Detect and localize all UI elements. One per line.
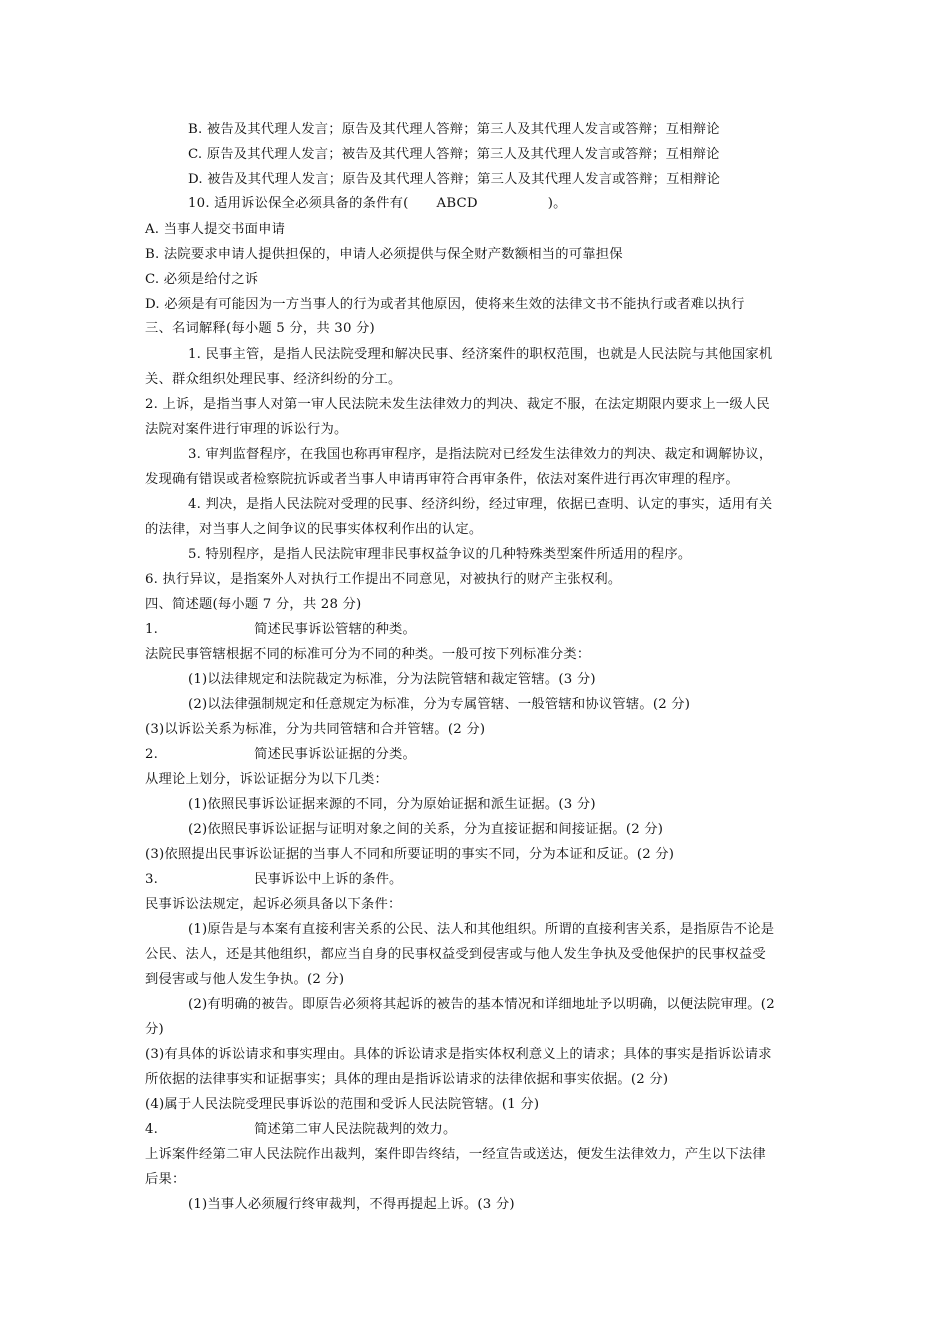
short-answer-3-title: 民事诉讼中上诉的条件。 [254, 872, 403, 887]
answer-3-item-2-line-2: 分) [145, 1022, 164, 1037]
short-answer-2-title: 简述民事诉讼证据的分类。 [254, 747, 417, 762]
term-2-line-1: 2. 上诉，是指当事人对第一审人民法院未发生法律效力的判决、裁定不服，在法定期限内要求上一级人民 [145, 397, 770, 412]
question-10-close: )。 [547, 196, 567, 211]
section-four-heading: 四、简述题(每小题 7 分，共 28 分) [145, 597, 362, 612]
term-6: 6. 执行异议，是指案外人对执行工作提出不同意见，对被执行的财产主张权利。 [145, 572, 622, 587]
answer-3-item-1-line-2: 公民、法人，还是其他组织，都应当自身的民事权益受到侵害或与他人发生争执及受他保护的民事权益受 [145, 947, 766, 962]
answer-2-intro: 从理论上划分，诉讼证据分为以下几类： [145, 772, 388, 787]
question-10 [188, 195, 567, 212]
answer-1-item-2: (2)以法律强制规定和任意规定为标准，分为专属管辖、一般管辖和协议管辖。(2 分) [188, 697, 691, 712]
term-4-line-2: 的法律，对当事人之间争议的民事实体权利作出的认定。 [145, 522, 483, 537]
answer-3-item-1-line-3: 到侵害或与他人发生争执。(2 分) [145, 972, 345, 987]
short-answer-2-number: 2. [145, 747, 159, 762]
term-4-line-1: 4. 判决，是指人民法院对受理的民事、经济纠纷，经过审理，依据已查明、认定的事实，适用有关 [188, 497, 773, 512]
term-5: 5. 特别程序，是指人民法院审理非民事权益争议的几种特殊类型案件所适用的程序。 [188, 547, 692, 562]
short-answer-2-heading [145, 746, 416, 763]
answer-1-intro: 法院民事管辖根据不同的标准可分为不同的种类。一般可按下列标准分类： [145, 647, 591, 662]
term-2-line-2: 法院对案件进行审理的诉讼行为。 [145, 422, 348, 437]
answer-3-item-3-line-2: 所依据的法律事实和证据事实；具体的理由是指诉讼请求的法律依据和事实依据。(2 分) [145, 1072, 669, 1087]
short-answer-3-number: 3. [145, 872, 159, 887]
answer-3-item-3-line-1: (3)有具体的诉讼请求和事实理由。具体的诉讼请求是指实体权利意义上的请求；具体的事实是指诉讼请求 [145, 1047, 772, 1062]
option-d-debate-order: D. 被告及其代理人发言；原告及其代理人答辩；第三人及其代理人发言或答辩；互相辩论 [188, 172, 721, 187]
answer-3-item-2-line-1: (2)有明确的被告。即原告必须将其起诉的被告的基本情况和详细地址予以明确，以便法院审理。(2 [188, 997, 775, 1012]
answer-4-intro-line-2: 后果： [145, 1172, 186, 1187]
short-answer-1-title: 简述民事诉讼管辖的种类。 [254, 622, 417, 637]
short-answer-1-heading [145, 621, 416, 638]
short-answer-3-heading [145, 871, 403, 888]
q10-option-c: C. 必须是给付之诉 [145, 272, 259, 287]
question-10-answer: ABCD [436, 196, 478, 211]
answer-1-item-1: (1)以法律规定和法院裁定为标准，分为法院管辖和裁定管辖。(3 分) [188, 672, 596, 687]
q10-option-a: A. 当事人提交书面申请 [145, 222, 286, 237]
answer-2-item-3: (3)依照提出民事诉讼证据的当事人不同和所要证明的事实不同，分为本证和反证。(2 分) [145, 847, 675, 862]
term-1-line-2: 关、群众组织处理民事、经济纠纷的分工。 [145, 372, 402, 387]
term-3-line-1: 3. 审判监督程序，在我国也称再审程序，是指法院对已经发生法律效力的判决、裁定和调解协议， [188, 447, 773, 462]
answer-4-intro-line-1: 上诉案件经第二审人民法院作出裁判，案件即告终结，一经宣告或送达，便发生法律效力，产生以下法律 [145, 1147, 766, 1162]
term-1-line-1: 1. 民事主管，是指人民法院受理和解决民事、经济案件的职权范围，也就是人民法院与其他国家机 [188, 347, 773, 362]
short-answer-4-title: 简述第二审人民法院裁判的效力。 [254, 1122, 457, 1137]
answer-2-item-1: (1)依照民事诉讼证据来源的不同，分为原始证据和派生证据。(3 分) [188, 797, 596, 812]
short-answer-4-number: 4. [145, 1122, 159, 1137]
short-answer-1-number: 1. [145, 622, 159, 637]
option-c-debate-order: C. 原告及其代理人发言；被告及其代理人答辩；第三人及其代理人发言或答辩；互相辩论 [188, 147, 720, 162]
q10-option-b: B. 法院要求申请人提供担保的，申请人必须提供与保全财产数额相当的可靠担保 [145, 247, 623, 262]
short-answer-4-heading [145, 1121, 457, 1138]
answer-1-item-3: (3)以诉讼关系为标准，分为共同管辖和合并管辖。(2 分) [145, 722, 486, 737]
answer-3-intro: 民事诉讼法规定，起诉必须具备以下条件： [145, 897, 402, 912]
q10-option-d: D. 必须是有可能因为一方当事人的行为或者其他原因，使将来生效的法律文书不能执行或者难以执行 [145, 297, 745, 312]
term-3-line-2: 发现确有错误或者检察院抗诉或者当事人申请再审符合再审条件，依法对案件进行再次审理的程序。 [145, 472, 739, 487]
section-three-heading: 三、名词解释(每小题 5 分，共 30 分) [145, 321, 375, 336]
answer-2-item-2: (2)依照民事诉讼证据与证明对象之间的关系，分为直接证据和间接证据。(2 分) [188, 822, 664, 837]
option-b-debate-order: B. 被告及其代理人发言；原告及其代理人答辩；第三人及其代理人发言或答辩；互相辩论 [188, 122, 720, 137]
answer-3-item-4: (4)属于人民法院受理民事诉讼的范围和受诉人民法院管辖。(1 分) [145, 1097, 540, 1112]
question-10-stem: 10. 适用诉讼保全必须具备的条件有( [188, 196, 409, 211]
answer-4-item-1: (1)当事人必须履行终审裁判，不得再提起上诉。(3 分) [188, 1197, 515, 1212]
answer-3-item-1-line-1: (1)原告是与本案有直接利害关系的公民、法人和其他组织。所谓的直接利害关系，是指原告不论是 [188, 922, 775, 937]
